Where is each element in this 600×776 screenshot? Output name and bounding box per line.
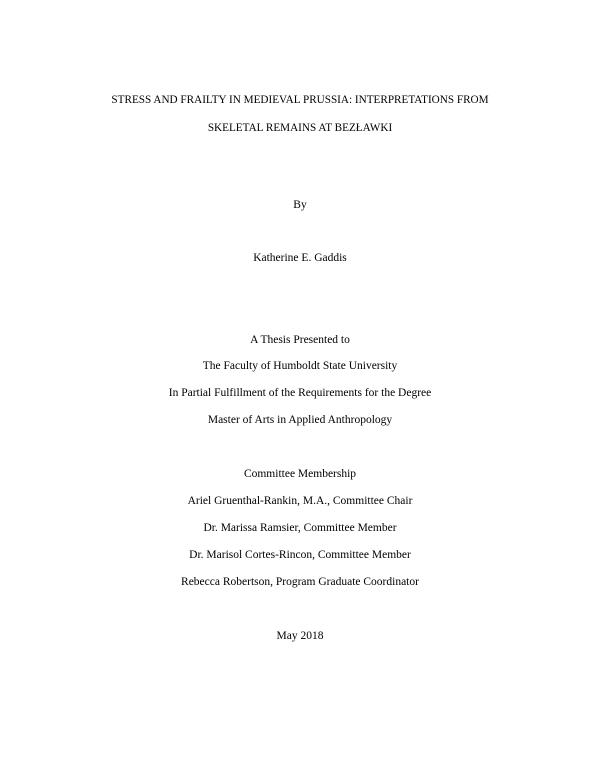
degree-line: Master of Arts in Applied Anthropology — [207, 414, 393, 426]
committee-member: Ariel Gruenthal-Rankin, M.A., Committee Chair — [187, 495, 413, 507]
thesis-presented-to: A Thesis Presented to — [250, 334, 350, 346]
committee-member: Dr. Marisol Cortes-Rincon, Committee Member — [189, 549, 411, 561]
thesis-date: May 2018 — [276, 630, 324, 642]
thesis-title-line-1: STRESS AND FRAILTY IN MEDIEVAL PRUSSIA: INTERPRETATIONS FROM — [111, 94, 489, 106]
author-name: Katherine E. Gaddis — [253, 252, 347, 264]
by-label: By — [293, 199, 307, 211]
faculty-line: The Faculty of Humboldt State University — [202, 360, 398, 372]
fulfillment-line: In Partial Fulfillment of the Requirements for the Degree — [168, 387, 432, 399]
committee-heading: Committee Membership — [243, 468, 357, 480]
thesis-title-line-2: SKELETAL REMAINS AT BEZŁAWKI — [207, 122, 393, 134]
committee-member: Dr. Marissa Ramsier, Committee Member — [203, 522, 397, 534]
committee-member: Rebecca Robertson, Program Graduate Coordinator — [181, 576, 419, 588]
